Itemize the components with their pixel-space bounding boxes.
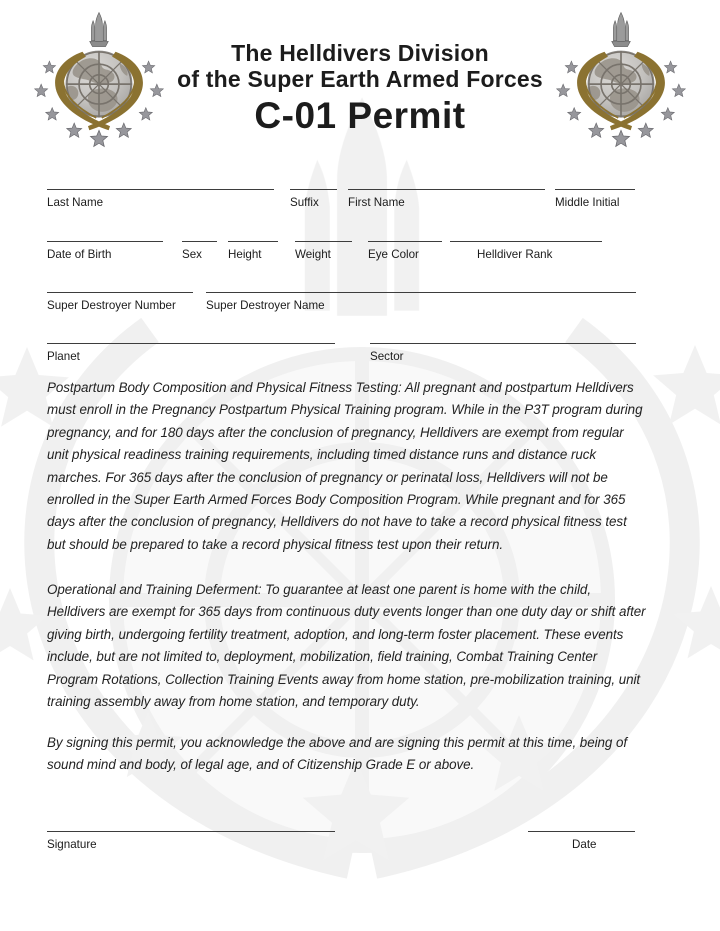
sector-field[interactable] [370, 343, 636, 363]
helldiver-rank-field[interactable] [450, 241, 602, 261]
sex-input-line[interactable] [182, 241, 217, 242]
suffix-input-line[interactable] [290, 189, 337, 190]
super-destroyer-name-field[interactable] [206, 292, 636, 312]
height-field[interactable] [228, 241, 278, 261]
signature-field[interactable] [47, 831, 335, 851]
acknowledgement-paragraph: By signing this permit, you acknowledge the above and are signing this permit at this time, being of sound mind and body, of legal age, and of Citizenship Grade E or above. [47, 735, 628, 773]
weight-field[interactable] [295, 241, 352, 261]
sex-field[interactable] [182, 241, 217, 261]
eye-color-input-line[interactable] [368, 241, 442, 242]
planet-field[interactable] [47, 343, 335, 363]
date-label: Date [572, 838, 597, 851]
operational-deferment-paragraph: Operational and Training Deferment: To guarantee at least one parent is home with the child, Helldivers are exempt for 365 days from continuous duty events longer than one duty day or shift after giving birth, undergoing fertility treatment, adoption, and long-term foster placement. These events include, but are not limited to, deployment, mobilization, field training, Combat Training Center Program Rotations, Collection Training Events away from home station, pre-mobilization training, unit training assembly away from home station, and temporary duty. [47, 582, 646, 710]
signature-label: Signature [47, 838, 97, 851]
suffix-label: Suffix [290, 196, 319, 209]
weight-label: Weight [295, 248, 331, 261]
last-name-field[interactable] [47, 189, 274, 209]
height-input-line[interactable] [228, 241, 278, 242]
helldiver-rank-input-line[interactable] [450, 241, 602, 242]
planet-input-line[interactable] [47, 343, 335, 344]
middle-initial-input-line[interactable] [555, 189, 635, 190]
sector-label: Sector [370, 350, 404, 363]
sector-input-line[interactable] [370, 343, 636, 344]
super-destroyer-number-input-line[interactable] [47, 292, 193, 293]
planet-label: Planet [47, 350, 80, 363]
first-name-label: First Name [348, 196, 405, 209]
eye-color-field[interactable] [368, 241, 442, 261]
weight-input-line[interactable] [295, 241, 352, 242]
date-of-birth-field[interactable] [47, 241, 163, 261]
middle-initial-field[interactable] [555, 189, 635, 209]
last-name-input-line[interactable] [47, 189, 274, 190]
first-name-field[interactable] [348, 189, 545, 209]
sex-label: Sex [182, 248, 202, 261]
super-destroyer-name-label: Super Destroyer Name [206, 299, 325, 312]
first-name-input-line[interactable] [348, 189, 545, 190]
date-field[interactable] [528, 831, 635, 851]
date-input-line[interactable] [528, 831, 635, 832]
eye-color-label: Eye Color [368, 248, 419, 261]
title-line-2: of the Super Earth Armed Forces [177, 66, 543, 92]
document-title [120, 40, 600, 136]
super-destroyer-number-field[interactable] [47, 292, 193, 312]
last-name-label: Last Name [47, 196, 104, 209]
super-destroyer-number-label: Super Destroyer Number [47, 299, 176, 312]
signature-input-line[interactable] [47, 831, 335, 832]
title-line-3: C-01 Permit [254, 95, 466, 136]
helldiver-rank-label: Helldiver Rank [477, 248, 553, 261]
date-of-birth-input-line[interactable] [47, 241, 163, 242]
middle-initial-label: Middle Initial [555, 196, 620, 209]
super-destroyer-name-input-line[interactable] [206, 292, 636, 293]
postpartum-fitness-paragraph: Postpartum Body Composition and Physical Fitness Testing: All pregnant and postpartum Helldivers must enroll in the Pregnancy Postpartum Physical Training program. While in the P3T program during pregnancy, and for 180 days after the conclusion of pregnancy, Helldivers are exempt from regular unit physical readiness training requirements, including timed distance runs and distance ruck marches. For 365 days after the conclusion of pregnancy or perinatal loss, Helldivers will not be enrolled in the Super Earth Armed Forces Body Composition Program. While pregnant and for 365 days after the conclusion of pregnancy, Helldivers do not have to take a record physical fitness test but should be prepared to take a record physical fitness test upon their return. [47, 380, 643, 552]
date-of-birth-label: Date of Birth [47, 248, 112, 261]
suffix-field[interactable] [290, 189, 337, 209]
title-line-1: The Helldivers Division [231, 40, 489, 66]
height-label: Height [228, 248, 262, 261]
